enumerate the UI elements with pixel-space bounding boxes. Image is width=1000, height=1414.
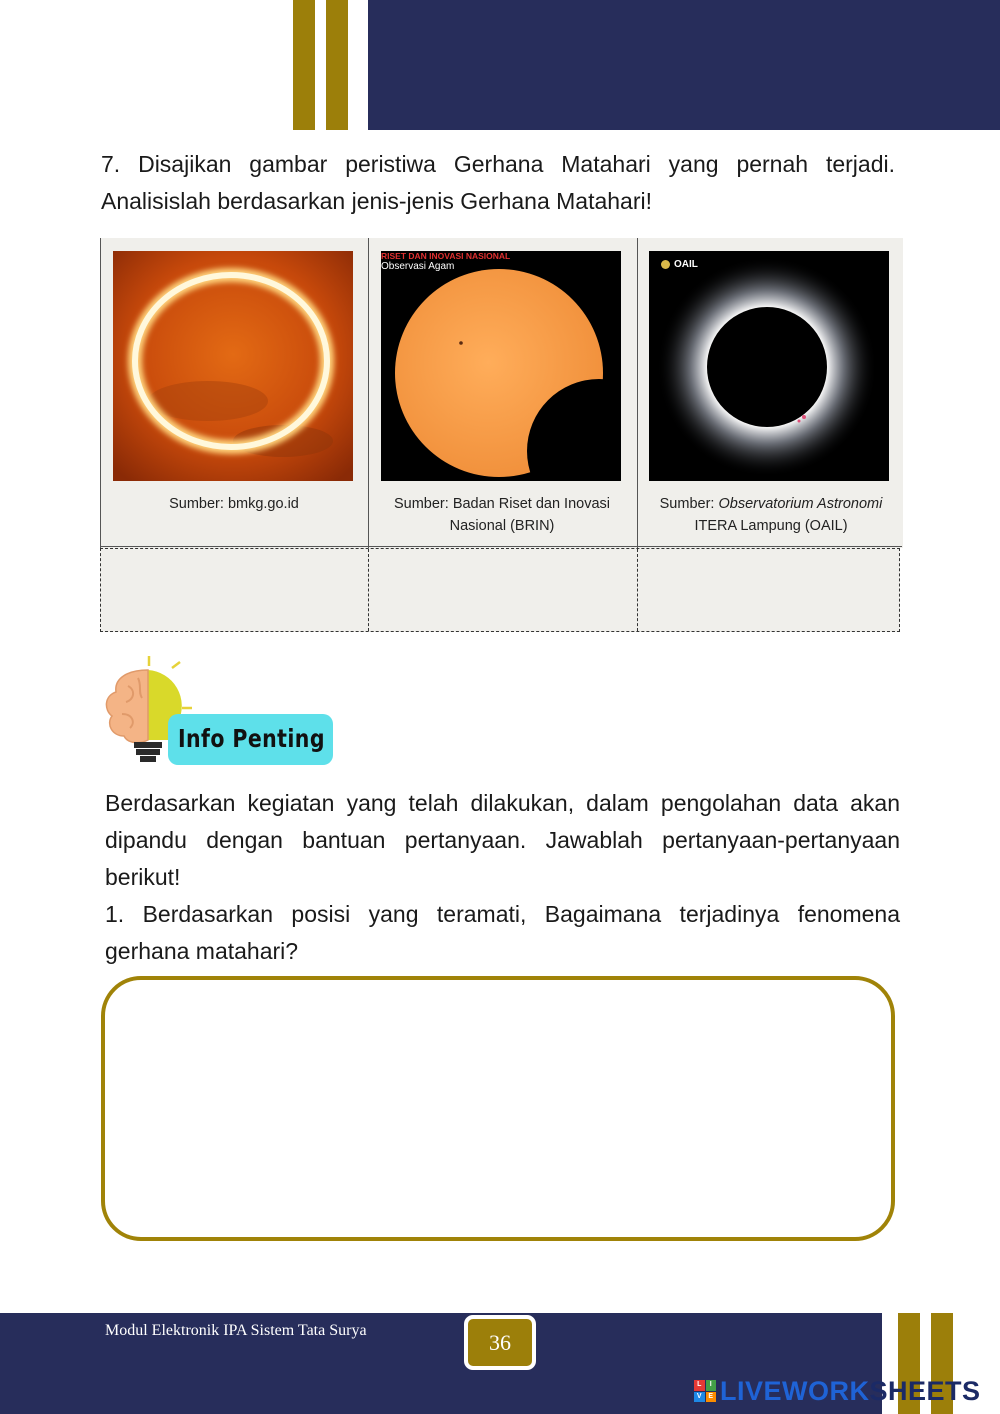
image-cell-2 (369, 238, 638, 548)
header-gold-bar-right (326, 0, 348, 130)
caption-3-prefix: Sumber: (659, 496, 719, 512)
header-band (368, 0, 1000, 130)
instructions-paragraph: Berdasarkan kegiatan yang telah dilakukan, dalam pengolahan data akan dipandu dengan bantuan pertanyaan. Jawablah pertanyaan-pertanyaan berikut! (105, 790, 900, 890)
caption-2 (369, 493, 635, 537)
eclipse-type-answer-row (100, 548, 900, 632)
liveworksheets-grid-icon (694, 1380, 716, 1402)
caption-1 (101, 493, 367, 515)
liveworksheets-text-b: SHEETS (869, 1375, 981, 1406)
caption-3-rest: ITERA Lampung (OAIL) (694, 518, 848, 534)
partial-eclipse-photo (381, 251, 621, 481)
eclipse-type-answer-2[interactable] (369, 549, 638, 631)
brin-overlay-title: RISET DAN INOVASI NASIONAL (381, 251, 511, 261)
total-eclipse-photo (649, 251, 889, 481)
page-number: 36 (464, 1315, 536, 1370)
info-penting-label: Info Penting (178, 724, 325, 753)
question-text: 7. Disajikan gambar peristiwa Gerhana Matahari yang pernah terjadi. Analisislah berdasarkan jenis-jenis Gerhana Matahari! (101, 151, 895, 214)
caption-3 (638, 493, 904, 537)
lw-grid-e: E (706, 1392, 717, 1403)
eclipse-type-answer-1[interactable] (101, 549, 369, 631)
eclipse-type-answer-3[interactable] (638, 549, 899, 631)
image-cell-3 (638, 238, 903, 548)
oail-logo-icon (661, 260, 670, 269)
liveworksheets-text-a: LIVEWORK (720, 1375, 870, 1406)
lw-grid-v: V (694, 1392, 705, 1403)
footer-title: Modul Elektronik IPA Sistem Tata Surya (105, 1322, 367, 1339)
caption-2-text: Sumber: Badan Riset dan Inovasi Nasional (BRIN) (393, 496, 610, 534)
header-gold-bar-left (293, 0, 315, 130)
question-1: 1. Berdasarkan posisi yang teramati, Bagaimana terjadinya fenomena gerhana matahari? (105, 901, 900, 964)
caption-3-italic: Observatorium Astronomi (718, 496, 883, 512)
liveworksheets-logo (694, 1377, 981, 1405)
annular-eclipse-photo (113, 251, 353, 481)
oail-logo-text: OAIL (674, 259, 698, 270)
oail-logo (661, 259, 698, 270)
brin-overlay-sub: Observasi Agam (381, 261, 455, 272)
lw-grid-i: I (706, 1380, 717, 1391)
image-table (100, 238, 903, 548)
caption-1-text: Sumber: bmkg.go.id (169, 496, 299, 512)
image-table-divider (100, 546, 902, 547)
question-1-answer-box[interactable] (101, 976, 895, 1241)
instructions (105, 785, 900, 970)
lw-grid-l: L (694, 1380, 705, 1391)
image-cell-1 (101, 238, 369, 548)
